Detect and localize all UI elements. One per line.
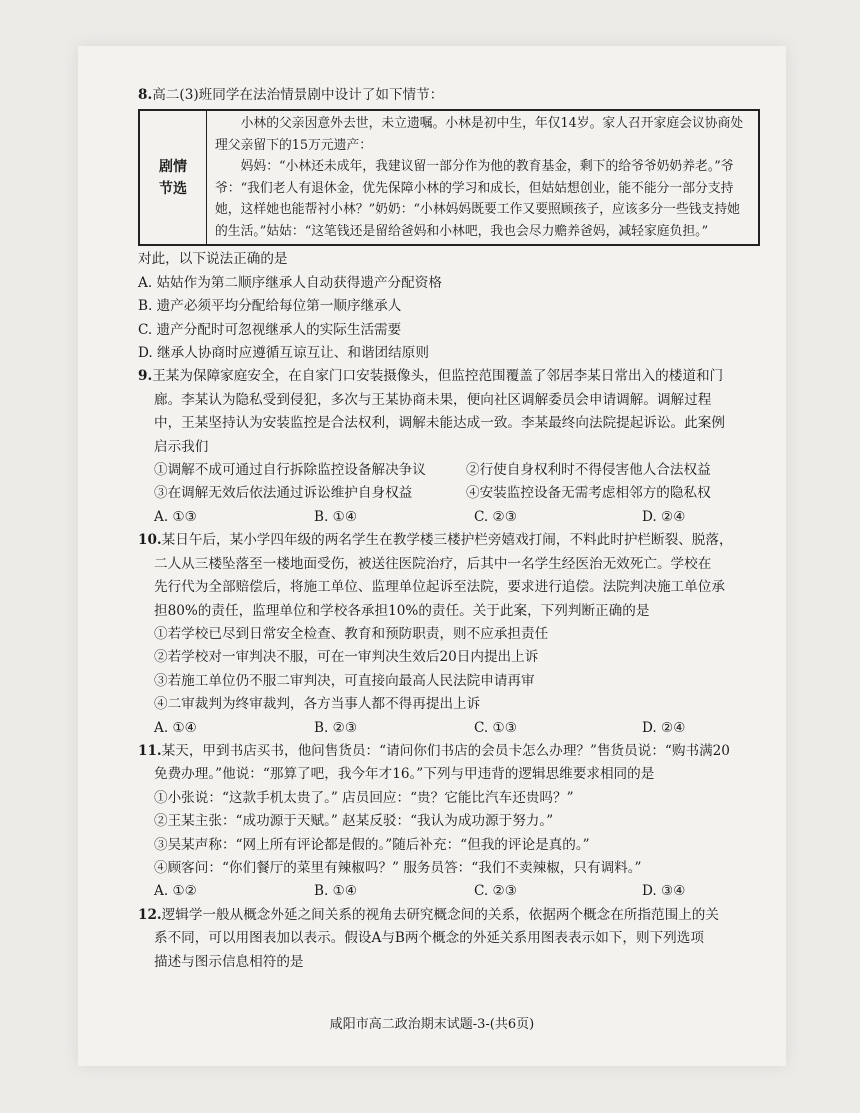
option-d: D. ③④	[642, 883, 686, 900]
stem-line-3: 描述与图示信息相符的是	[154, 953, 304, 970]
stem-line-2: 免费办理。”他说：“那算了吧，我今年才16。”下列与甲违背的逻辑思维要求相同的是	[154, 766, 655, 783]
option-c: C. ②③	[474, 883, 517, 900]
page-footer: 咸阳市高二政治期末试题-3-(共6页)	[329, 1017, 535, 1032]
answer-options	[138, 506, 778, 529]
question-number: 9.	[138, 368, 153, 385]
statement-4: ④安装监控设备无需考虑相邻方的隐私权	[466, 485, 711, 502]
statement-3: ③在调解无效后依法通过诉讼维护自身权益	[154, 485, 413, 502]
stem-line-2: 廊。李某认为隐私受到侵犯，多次与王某协商未果，便向社区调解委员会申请调解。调解过程	[154, 391, 712, 408]
question-10	[138, 529, 778, 740]
answer-options	[138, 880, 778, 903]
option-b: B. ②③	[314, 719, 358, 736]
question-number: 11.	[138, 742, 162, 759]
stem-line-1: 某日午后，某小学四年级的两名学生在教学楼三楼护栏旁嬉戏打闹，不料此时护栏断裂、脱落，	[161, 532, 733, 549]
stem-line-1: 王某为保障家庭安全，在自家门口安装摄像头，但监控范围覆盖了邻居李某日常出入的楼道和门	[152, 368, 724, 385]
stem-line-1: 逻辑学一般从概念外延之间关系的视角去研究概念间的关系，依据两个概念在所指范围上的关	[161, 906, 719, 923]
answer-options	[138, 717, 778, 740]
question-11	[138, 740, 778, 904]
page-content	[138, 84, 778, 974]
question-8	[138, 84, 778, 365]
option-b: B. ①④	[314, 883, 358, 900]
option-a: A. ①④	[154, 719, 197, 736]
statement-4: ④顾客问：“你们餐厅的菜里有辣椒吗？” 服务员答：“我们不卖辣椒，只有调料。”	[154, 859, 642, 876]
stem-line-4: 担80%的责任，监理单位和学校各承担10%的责任。关于此案，下列判断正确的是	[154, 602, 650, 619]
question-stem: 高二(3)班同学在法治情景剧中设计了如下情节：	[152, 87, 444, 103]
statement-row	[138, 482, 778, 505]
question-number: 12.	[138, 906, 162, 923]
question-9	[138, 365, 778, 529]
option-a: A. ①③	[154, 508, 197, 525]
question-12	[138, 904, 778, 974]
question-prompt: 对此，以下说法正确的是	[138, 251, 288, 268]
option-d: D. ②④	[642, 719, 686, 736]
scenario-box	[138, 109, 760, 246]
stem-line-2: 二人从三楼坠落至一楼地面受伤，被送往医院治疗，后其中一名学生经医治无效死亡。学校在	[154, 555, 712, 572]
scenario-label-line-2: 节选	[159, 180, 187, 197]
scenario-paragraph-2: 妈妈：“小林还未成年，我建议留一部分作为他的教育基金，剩下的给爷爷奶奶养老。”爷爷：“我们老人有退休金，优先保障小林的学习和成长，但姑姑想创业，能不能分一部分支持她，这样她也能帮衬小林？”奶奶：“小林妈妈既要工作又要照顾孩子，应该多分一些钱支持她的生活。”姑姑：“这笔钱还是留给爸妈和小林吧，我也会尽力赡养爸妈，减轻家庭负担。”	[215, 159, 740, 239]
option-a: A. 姑姑作为第二顺序继承人自动获得遗产分配资格	[138, 274, 442, 291]
statement-2: ②若学校对一审判决不服，可在一审判决生效后20日内提出上诉	[154, 649, 539, 666]
statement-1: ①调解不成可通过自行拆除监控设备解决争议	[154, 462, 426, 479]
option-b: B. ①④	[314, 508, 358, 525]
question-number: 8.	[138, 87, 153, 103]
stem-line-4: 启示我们	[154, 438, 209, 455]
statement-2: ②王某主张：“成功源于天赋。” 赵某反驳：“我认为成功源于努力。”	[154, 813, 554, 830]
scenario-label	[140, 111, 207, 244]
stem-line-3: 先行代为全部赔偿后，将施工单位、监理单位起诉至法院，要求进行追偿。法院判决施工单位承	[154, 579, 725, 596]
option-a: A. ①②	[154, 883, 197, 900]
statement-row	[138, 459, 778, 482]
scenario-paragraph-1: 小林的父亲因意外去世，未立遗嘱。小林是初中生，年仅14岁。家人召开家庭会议协商处理父亲留下的15万元遗产：	[215, 116, 744, 153]
question-number: 10.	[138, 532, 162, 549]
stem-line-3: 中，王某坚持认为安装监控是合法权利，调解未能达成一致。李某最终向法院提起诉讼。此案例	[154, 415, 725, 432]
option-c: C. ①③	[474, 719, 517, 736]
stem-line-2: 系不同，可以用图表加以表示。假设A与B两个概念的外延关系用图表表示如下，则下列选项	[154, 930, 704, 947]
scenario-text	[207, 111, 758, 244]
statement-4: ④二审裁判为终审裁判，各方当事人都不得再提出上诉	[154, 696, 481, 713]
statement-1: ①若学校已尽到日常安全检查、教育和预防职责，则不应承担责任	[154, 625, 549, 642]
option-d: D. ②④	[642, 508, 686, 525]
option-c: C. 遗产分配时可忽视继承人的实际生活需要	[138, 321, 402, 338]
stem-line-1: 某天，甲到书店买书，他问售货员：“请问你们书店的会员卡怎么办理？”售货员说：“购书满20	[161, 742, 730, 759]
exam-page	[78, 46, 786, 1066]
option-b: B. 遗产必须平均分配给每位第一顺序继承人	[138, 298, 402, 315]
option-d: D. 继承人协商时应遵循互谅互让、和谐团结原则	[138, 345, 429, 362]
option-c: C. ②③	[474, 508, 517, 525]
statement-2: ②行使自身权利时不得侵害他人合法权益	[466, 462, 711, 479]
statement-1: ①小张说：“这款手机太贵了。” 店员回应：“贵？它能比汽车还贵吗？”	[154, 789, 574, 806]
scenario-label-line-1: 剧情	[159, 158, 187, 175]
statement-3: ③吴某声称：“网上所有评论都是假的。”随后补充：“但我的评论是真的。”	[154, 836, 590, 853]
statement-3: ③若施工单位仍不服二审判决，可直接向最高人民法院申请再审	[154, 672, 535, 689]
